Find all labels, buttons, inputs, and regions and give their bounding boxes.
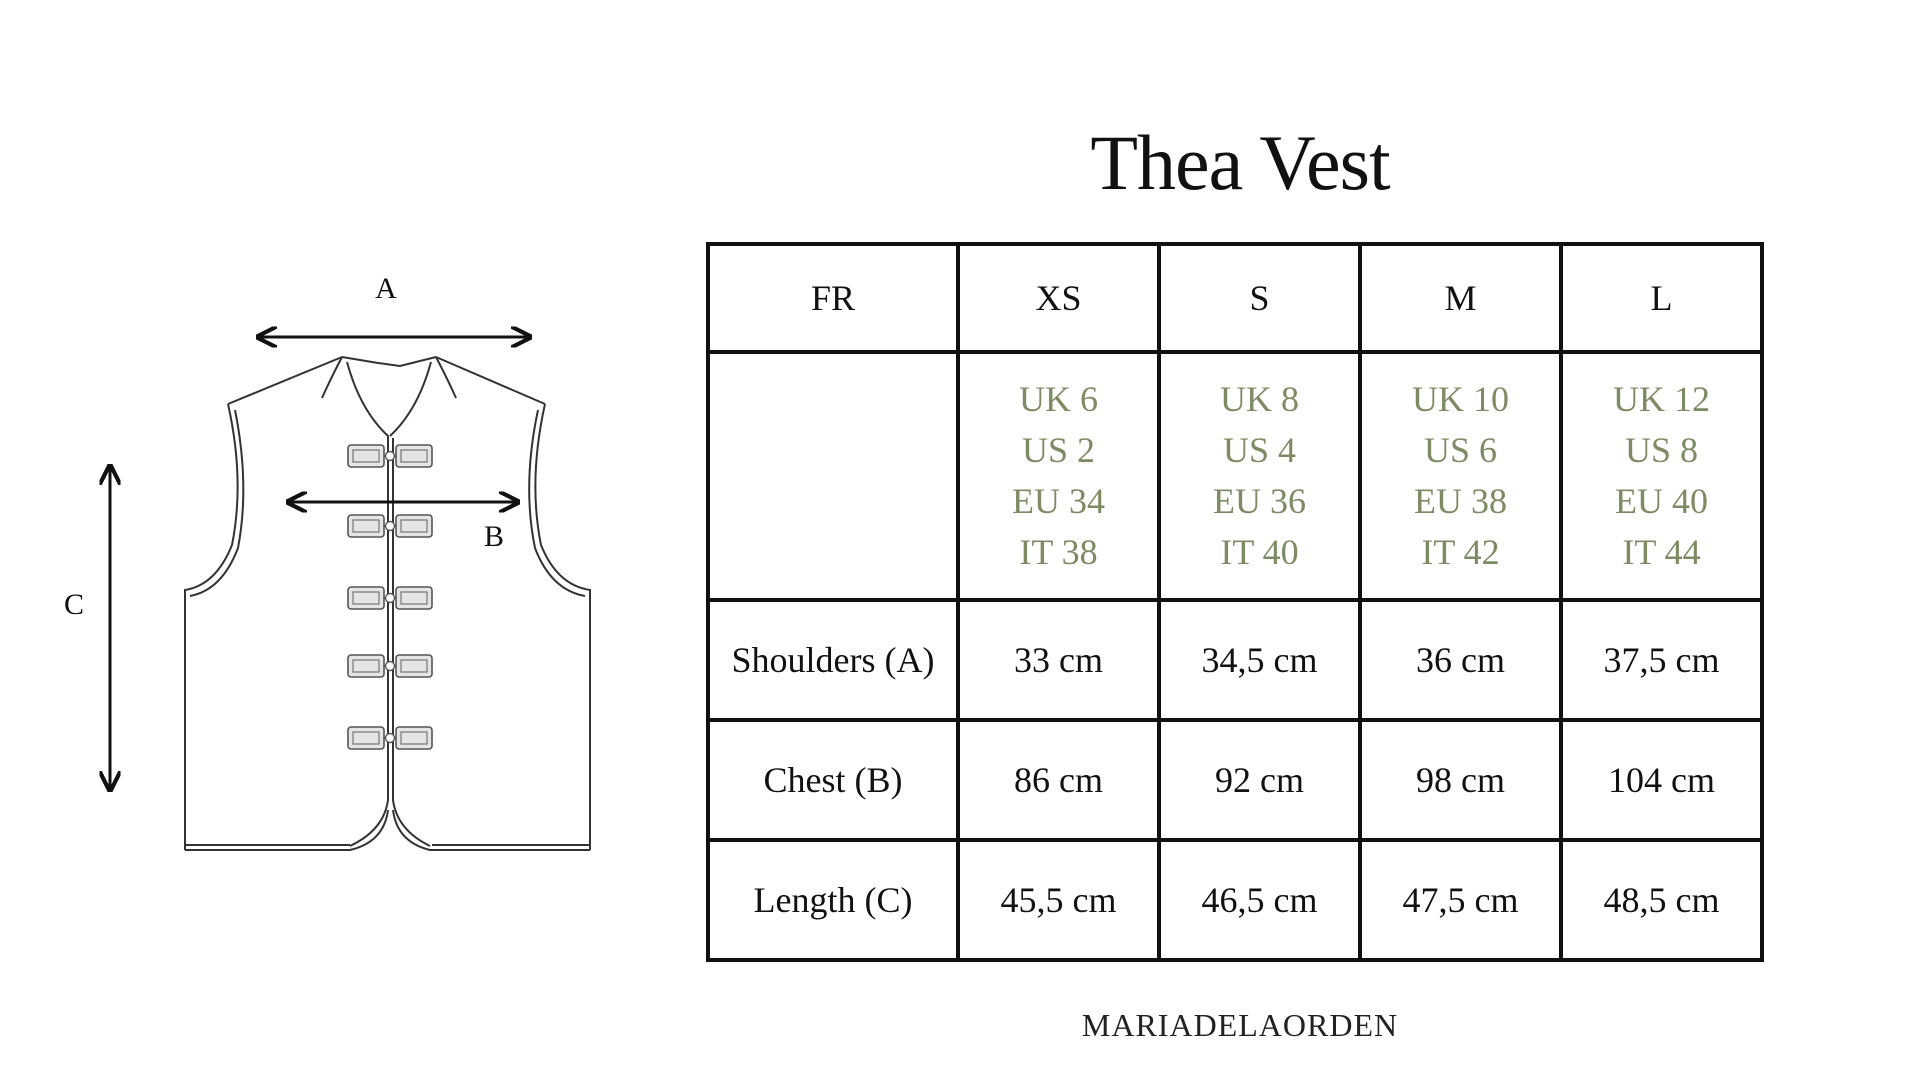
label-a: A xyxy=(375,272,397,305)
conversion-row xyxy=(708,352,1762,600)
conversion-cell-xs xyxy=(958,352,1159,600)
size-conversion: EU 34 xyxy=(1012,481,1105,521)
table-cell: 104 cm xyxy=(1561,720,1762,840)
brand-name: MARIADELAORDEN xyxy=(1081,1007,1399,1043)
header-cell-l: L xyxy=(1561,244,1762,352)
header-cell-m: M xyxy=(1360,244,1561,352)
size-conversion: IT 38 xyxy=(1019,532,1098,572)
table-cell: 45,5 cm xyxy=(958,840,1159,960)
label-b: B xyxy=(483,520,505,553)
size-conversion: IT 44 xyxy=(1622,532,1701,572)
header-cell-xs: XS xyxy=(958,244,1159,352)
size-conversion: IT 42 xyxy=(1421,532,1500,572)
size-chart-table xyxy=(706,242,1764,962)
table-cell: 34,5 cm xyxy=(1159,600,1360,720)
size-conversion: UK 12 xyxy=(1613,379,1710,419)
size-conversion: UK 8 xyxy=(1220,379,1299,419)
row-label-shoulders: Shoulders (A) xyxy=(708,600,958,720)
size-conversion: UK 10 xyxy=(1412,379,1509,419)
label-c: C xyxy=(63,588,85,621)
header-row xyxy=(708,244,1762,352)
table-cell: 47,5 cm xyxy=(1360,840,1561,960)
header-cell-fr: FR xyxy=(708,244,958,352)
vest-diagram xyxy=(0,0,680,1080)
table-cell: 98 cm xyxy=(1360,720,1561,840)
table-cell: 33 cm xyxy=(958,600,1159,720)
size-conversion: US 2 xyxy=(1021,430,1096,470)
table-cell: 46,5 cm xyxy=(1159,840,1360,960)
size-conversion: IT 40 xyxy=(1220,532,1299,572)
size-conversion: US 4 xyxy=(1222,430,1297,470)
table-cell: 37,5 cm xyxy=(1561,600,1762,720)
toggle-fasteners xyxy=(348,445,432,749)
table-cell: 36 cm xyxy=(1360,600,1561,720)
conversion-cell-s xyxy=(1159,352,1360,600)
vest-outline xyxy=(185,357,590,850)
size-conversion: US 6 xyxy=(1423,430,1498,470)
table-cell: 48,5 cm xyxy=(1561,840,1762,960)
size-conversion: EU 40 xyxy=(1615,481,1708,521)
size-conversion: US 8 xyxy=(1624,430,1699,470)
table-cell: 86 cm xyxy=(958,720,1159,840)
conversion-cell-m xyxy=(1360,352,1561,600)
size-conversion: UK 6 xyxy=(1019,379,1098,419)
table-row-chest xyxy=(708,720,1762,840)
table-row-length xyxy=(708,840,1762,960)
conversion-cell-l xyxy=(1561,352,1762,600)
table-cell: 92 cm xyxy=(1159,720,1360,840)
size-conversion: EU 38 xyxy=(1414,481,1507,521)
size-conversion: EU 36 xyxy=(1213,481,1306,521)
table-row-shoulders xyxy=(708,600,1762,720)
row-label-length: Length (C) xyxy=(708,840,958,960)
row-label-chest: Chest (B) xyxy=(708,720,958,840)
page-title: Thea Vest xyxy=(1090,119,1390,206)
conversion-label-cell xyxy=(708,352,958,600)
header-cell-s: S xyxy=(1159,244,1360,352)
